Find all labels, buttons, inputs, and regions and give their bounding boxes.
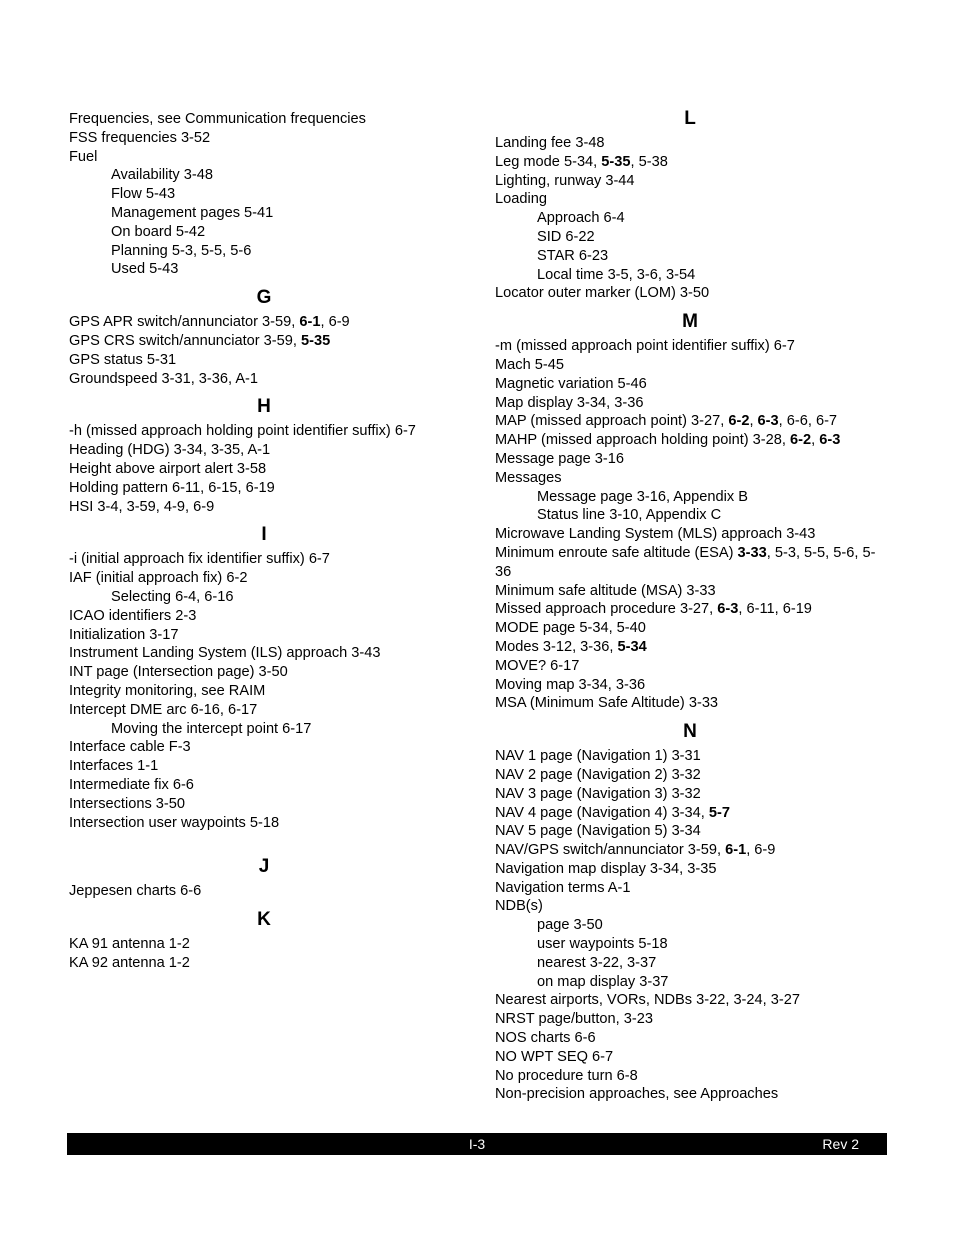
section-letter-g: G: [256, 287, 272, 309]
index-subentry: Message page 3-16, Appendix B: [537, 488, 748, 505]
entry-text: , 6-9: [320, 314, 350, 331]
index-subentry: Flow 5-43: [111, 186, 176, 203]
index-entry: [495, 431, 890, 450]
index-entry: -m (missed approach point identifier suffix) 6-7: [495, 338, 795, 355]
index-entry: [495, 600, 890, 619]
index-subentry: Availability 3-48: [111, 167, 213, 184]
primary-page-ref: 5-34: [617, 638, 647, 655]
index-entry: Lighting, runway 3-44: [495, 172, 635, 189]
index-entry: Instrument Landing System (ILS) approach 3-43: [69, 645, 381, 662]
index-entry: NAV 5 page (Navigation 5) 3-34: [495, 823, 701, 840]
index-column-left: [69, 110, 479, 973]
entry-text: Minimum enroute safe altitude (ESA): [495, 544, 738, 561]
index-subentry: nearest 3-22, 3-37: [537, 954, 657, 971]
index-entry: KA 91 antenna 1-2: [69, 936, 190, 953]
index-entry: [495, 412, 890, 431]
index-entry: Nearest airports, VORs, NDBs 3-22, 3-24, 3-27: [495, 992, 800, 1009]
index-entry: Heading (HDG) 3-34, 3-35, A-1: [69, 442, 271, 459]
index-entry: Microwave Landing System (MLS) approach 3-43: [495, 526, 816, 543]
section-letter-i: I: [261, 524, 267, 546]
index-entry: Magnetic variation 5-46: [495, 375, 647, 392]
index-entry: Loading: [495, 191, 547, 208]
section-letter-m: M: [682, 311, 698, 333]
index-entry: [495, 841, 890, 860]
index-entry: MODE page 5-34, 5-40: [495, 620, 646, 637]
entry-text: MAHP (missed approach holding point) 3-28,: [495, 432, 791, 449]
entry-text: GPS APR switch/annunciator 3-59,: [69, 314, 300, 331]
index-entry: Intersection user waypoints 5-18: [69, 814, 280, 831]
index-entry: Navigation map display 3-34, 3-35: [495, 860, 717, 877]
section-letter-k: K: [257, 909, 271, 931]
section-letter-j: J: [258, 856, 270, 878]
spacer: [69, 832, 479, 848]
primary-page-ref: 6-2: [790, 432, 812, 449]
index-entry: Frequencies, see Communication frequencies: [69, 111, 366, 127]
entry-text: , 5-3, 5-5, 5-6, 5-36: [495, 544, 876, 580]
primary-page-ref: 3-33: [737, 544, 767, 561]
primary-page-ref: 6-3: [757, 413, 779, 430]
index-subentry: Selecting 6-4, 6-16: [111, 588, 234, 605]
section-letter-l: L: [684, 108, 696, 129]
index-entry: NAV 1 page (Navigation 1) 3-31: [495, 748, 701, 765]
primary-page-ref: 6-2: [728, 413, 750, 430]
index-subentry: Moving the intercept point 6-17: [111, 720, 312, 737]
index-entry: -h (missed approach holding point identifier suffix) 6-7: [69, 423, 416, 440]
primary-page-ref: 5-35: [300, 332, 331, 349]
index-entry: MSA (Minimum Safe Altitude) 3-33: [495, 695, 719, 712]
index-entry: IAF (initial approach fix) 6-2: [69, 570, 248, 587]
index-entry: Map display 3-34, 3-36: [495, 394, 644, 411]
index-subentry: On board 5-42: [111, 223, 206, 240]
index-entry: Minimum safe altitude (MSA) 3-33: [495, 582, 716, 599]
index-entry: Jeppesen charts 6-6: [69, 883, 202, 900]
index-entry: Intermediate fix 6-6: [69, 776, 194, 793]
index-entry: Locator outer marker (LOM) 3-50: [495, 285, 710, 302]
index-entry: NDB(s): [495, 898, 543, 915]
index-entry: No procedure turn 6-8: [495, 1067, 638, 1084]
index-entry: Initialization 3-17: [69, 626, 179, 643]
index-entry: Height above airport alert 3-58: [69, 460, 267, 477]
index-entry: Landing fee 3-48: [495, 135, 605, 151]
entry-text: , 6-9: [746, 842, 776, 859]
index-entry: Intersections 3-50: [69, 795, 186, 812]
page-footer: [67, 1133, 887, 1155]
index-entry: NRST page/button, 3-23: [495, 1011, 653, 1028]
index-subentry: STAR 6-23: [537, 247, 609, 264]
index-entry: KA 92 antenna 1-2: [69, 954, 190, 971]
index-entry: Navigation terms A-1: [495, 879, 631, 896]
index-subentry: user waypoints 5-18: [537, 936, 668, 953]
index-entry: NOS charts 6-6: [495, 1030, 596, 1047]
index-subentry: Used 5-43: [111, 261, 179, 278]
entry-text: ,: [749, 413, 758, 430]
index-entry: INT page (Intersection page) 3-50: [69, 664, 288, 681]
index-subentry: SID 6-22: [537, 228, 595, 245]
index-subentry: Local time 3-5, 3-6, 3-54: [537, 266, 696, 283]
index-subentry: Management pages 5-41: [111, 204, 274, 221]
entry-text: , 5-38: [630, 153, 668, 170]
index-entry: Intercept DME arc 6-16, 6-17: [69, 701, 258, 718]
entry-text: GPS CRS switch/annunciator 3-59,: [69, 332, 301, 349]
entry-text: Modes 3-12, 3-36,: [495, 638, 618, 655]
entry-text: ,: [811, 432, 820, 449]
index-entry: FSS frequencies 3-52: [69, 129, 211, 146]
entry-text: Missed approach procedure 3-27,: [495, 601, 718, 618]
index-entry: [69, 313, 479, 332]
entry-text: MAP (missed approach point) 3-27,: [495, 413, 729, 430]
index-entry: MOVE? 6-17: [495, 657, 580, 674]
page-number: I-3: [468, 1136, 486, 1152]
index-entry: Message page 3-16: [495, 450, 624, 467]
index-entry: ICAO identifiers 2-3: [69, 607, 197, 624]
index-entry: NAV 2 page (Navigation 2) 3-32: [495, 766, 701, 783]
index-entry: Non-precision approaches, see Approaches: [495, 1086, 779, 1103]
index-subentry: page 3-50: [537, 917, 603, 934]
primary-page-ref: 6-1: [725, 842, 747, 859]
index-subentry: Planning 5-3, 5-5, 5-6: [111, 242, 252, 259]
primary-page-ref: 5-7: [708, 804, 730, 821]
entry-text: Leg mode 5-34,: [495, 153, 602, 170]
index-entry: Fuel: [69, 148, 98, 165]
index-column-right: [495, 108, 890, 1104]
index-entry: Interface cable F-3: [69, 739, 191, 756]
section-letter-n: N: [683, 721, 697, 743]
index-entry: Holding pattern 6-11, 6-15, 6-19: [69, 479, 275, 496]
entry-text: , 6-11, 6-19: [738, 601, 812, 618]
index-entry: NAV 3 page (Navigation 3) 3-32: [495, 785, 701, 802]
primary-page-ref: 6-3: [819, 432, 841, 449]
index-entry: [495, 544, 890, 582]
index-entry: NO WPT SEQ 6-7: [495, 1048, 614, 1065]
index-subentry: on map display 3-37: [537, 973, 669, 990]
entry-text: NAV 4 page (Navigation 4) 3-34,: [495, 804, 709, 821]
index-entry: Messages: [495, 469, 562, 486]
index-entry: Mach 5-45: [495, 356, 564, 373]
index-subentry: Approach 6-4: [537, 210, 625, 227]
index-entry: GPS status 5-31: [69, 351, 177, 368]
index-entry: -i (initial approach fix identifier suffix) 6-7: [69, 551, 330, 568]
index-entry: [495, 804, 890, 823]
index-subentry: Status line 3-10, Appendix C: [537, 507, 722, 524]
index-entry: HSI 3-4, 3-59, 4-9, 6-9: [69, 498, 215, 515]
index-entry: Integrity monitoring, see RAIM: [69, 682, 266, 699]
entry-text: , 6-6, 6-7: [778, 413, 838, 430]
entry-text: NAV/GPS switch/annunciator 3-59,: [495, 842, 726, 859]
index-entry: Moving map 3-34, 3-36: [495, 676, 646, 693]
primary-page-ref: 6-3: [717, 601, 739, 618]
revision-label: Rev 2: [822, 1136, 859, 1152]
index-entry: Interfaces 1-1: [69, 758, 159, 775]
index-entry: [495, 638, 890, 657]
index-entry: Groundspeed 3-31, 3-36, A-1: [69, 370, 259, 387]
primary-page-ref: 5-35: [601, 153, 631, 170]
primary-page-ref: 6-1: [299, 314, 321, 331]
index-entry: [69, 332, 479, 351]
section-letter-h: H: [257, 396, 271, 418]
index-entry: [495, 153, 890, 172]
